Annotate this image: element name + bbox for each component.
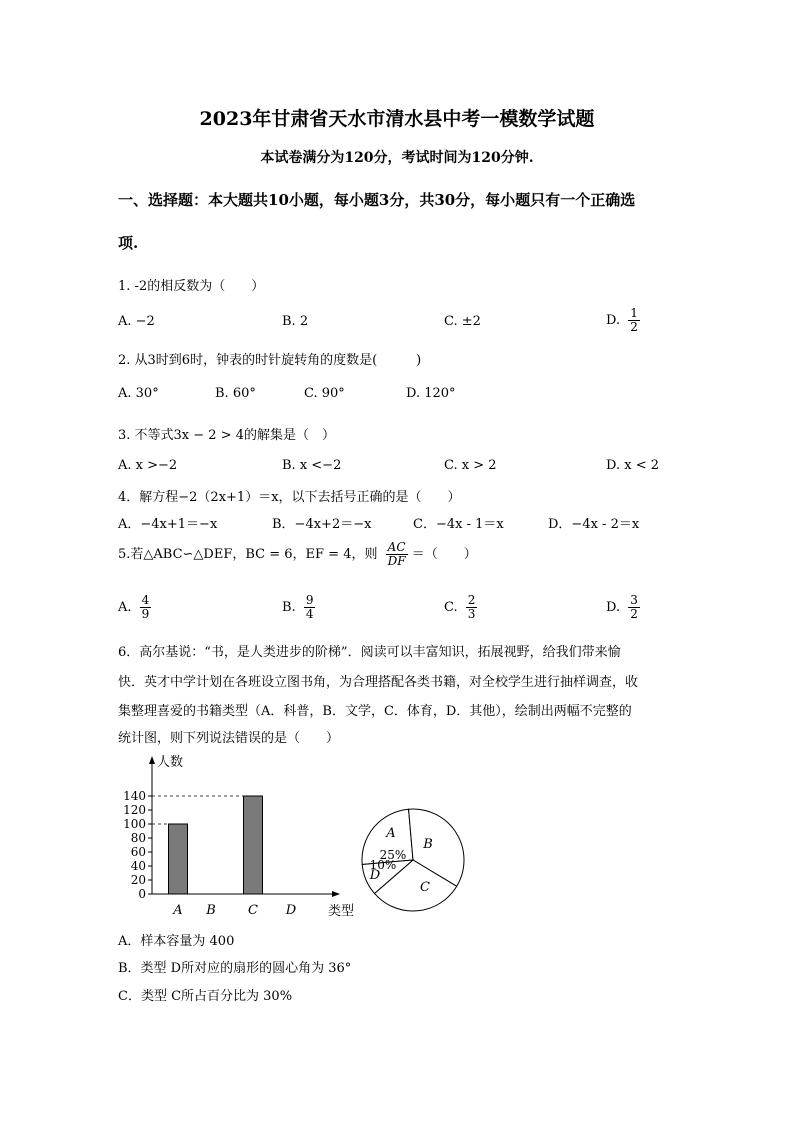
fraction-denominator: 4 [305,607,314,621]
q2-stem: 2. 从3时到6时，钟表的时针旋转角的度数是( ) [118,353,422,368]
fraction-numerator: 4 [141,593,150,607]
q1-stem: 1. -2的相反数为（ ） [118,279,265,294]
y-tick-label: 80 [130,831,146,845]
q2-option-d: D. 120° [406,386,456,401]
q1-option-d [606,307,640,334]
q1-option-c: C. ±2 [444,314,481,329]
fraction-numerator: 1 [630,306,638,320]
q6-option-a: A．样本容量为 400 [118,934,235,949]
q5-option-c-fraction [466,594,478,621]
pie-label-D: D [369,868,381,883]
q6-line2: 快．英才中学计划在各班设立图书角，为合理搭配各类书籍，对全校学生进行抽样调查，收 [118,675,639,690]
pie-label-B: B [423,837,433,852]
x-tick-label-C: C [248,903,258,918]
q5-option-d [606,594,640,621]
q1-option-d-prefix: D. [606,313,621,328]
q5-stem-prefix: 5.若△ABC∽△DEF，BC = 6，EF = 4，则 [118,547,378,562]
bar-chart [110,748,360,923]
fraction-denominator: 9 [141,607,150,621]
bar-A [169,824,188,894]
section-heading-line1: 一、选择题：本大题共10小题，每小题3分，共30分，每小题只有一个正确选 [118,191,636,209]
q4-stem: 4．解方程−2（2x+1）＝x，以下去括号正确的是（ ） [118,490,461,505]
q5-option-a-fraction [140,594,152,621]
q1-option-a: A. −2 [118,314,155,329]
pie-label-A: A [386,826,396,841]
fraction-numerator: 9 [305,593,314,607]
pie-chart [355,808,475,913]
q2-option-b: B. 60° [215,386,256,401]
y-axis-title: 人数 [157,755,184,770]
q3-option-c: C. x > 2 [444,458,497,473]
pie-percent-D: 10% [369,858,397,872]
fraction-denominator: 2 [630,320,638,334]
q6-line4: 统计图，则下列说法错误的是（ ） [118,731,340,746]
y-tick-label: 40 [130,859,146,873]
q6-line1: 6．高尔基说：“书，是人类进步的阶梯”．阅读可以丰富知识，拓展视野，给我们带来愉 [118,645,621,660]
q3-stem: 3. 不等式3x − 2 > 4的解集是（ ） [118,428,335,443]
q4-option-d: D．−4x - 2＝x [548,517,640,532]
x-tick-label-B: B [206,903,216,918]
q1-option-d-fraction [628,307,640,334]
q6-option-c: C．类型 C所占百分比为 30% [118,989,293,1004]
fraction-denominator: DF [387,554,406,568]
q5-stem [118,541,477,568]
q6-line3: 集整理喜爱的书籍类型（A．科普，B．文学，C．体育，D．其他），绘制出两幅不完整的 [118,704,632,719]
option-prefix: B. [282,600,296,615]
pie-percent-A: 25% [379,848,407,862]
q3-option-d: D. x < 2 [606,458,659,473]
q4-option-b: B．−4x+2＝−x [272,517,372,532]
exam-info: 本试卷满分为120分，考试时间为120分钟. [260,150,534,166]
q4-option-a: A．−4x+1＝−x [118,517,218,532]
x-tick-label-A: A [173,903,183,918]
y-tick-label: 140 [123,789,146,803]
x-axis-arrow-icon [332,891,340,897]
pie-label-C: C [420,880,430,895]
fraction-numerator: 3 [630,593,638,607]
q5-option-a [118,594,151,621]
q5-ratio-fraction [386,541,408,568]
y-tick-label: 120 [123,803,146,817]
option-prefix: D. [606,600,621,615]
x-axis-title: 类型 [328,904,355,919]
x-tick-label-D: D [285,903,297,918]
option-prefix: A. [118,600,132,615]
bar-C [244,796,263,894]
q2-option-a: A. 30° [118,386,159,401]
page-title: 2023年甘肃省天水市清水县中考一模数学试题 [199,108,595,130]
q4-option-c: C．−4x - 1＝x [413,517,504,532]
q3-option-b: B. x <−2 [282,458,342,473]
y-tick-label: 0 [138,887,146,901]
q5-option-c [444,594,477,621]
y-axis-arrow-icon [149,756,155,764]
q5-option-b [282,594,315,621]
fraction-denominator: 2 [630,607,638,621]
q6-option-b: B．类型 D所对应的扇形的圆心角为 36° [118,961,352,976]
fraction-numerator: 2 [467,593,476,607]
q5-option-d-fraction [628,594,640,621]
section-heading-line2: 项. [118,234,139,252]
fraction-numerator: AC [387,540,406,554]
q3-option-a: A. x >−2 [118,458,178,473]
y-tick-label: 20 [130,873,146,887]
q1-option-b: B. 2 [282,314,309,329]
y-tick-label: 100 [123,817,146,831]
q2-option-c: C. 90° [304,386,345,401]
q5-option-b-fraction [304,594,316,621]
y-tick-label: 60 [130,845,146,859]
q5-stem-suffix: ＝（ ） [411,547,477,562]
option-prefix: C. [444,600,458,615]
fraction-denominator: 3 [467,607,476,621]
